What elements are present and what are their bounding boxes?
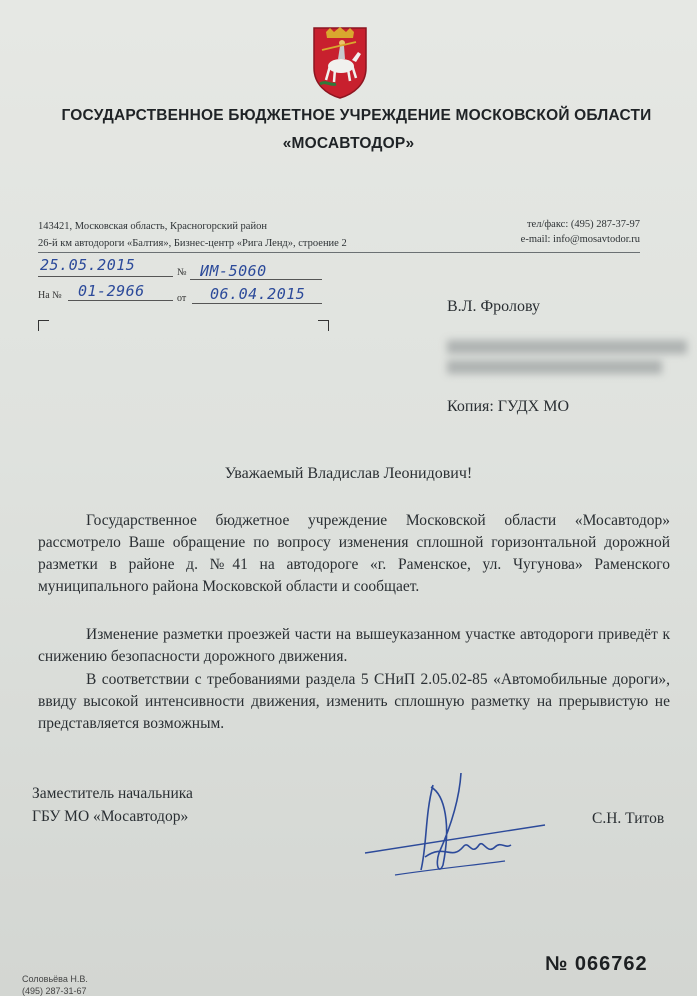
date-underline — [38, 276, 173, 277]
header-divider — [38, 252, 640, 253]
redacted-address-line2 — [447, 360, 662, 374]
org-title-line1: ГОСУДАРСТВЕННОЕ БЮДЖЕТНОЕ УЧРЕЖДЕНИЕ МОСКОВСКОЙ ОБЛАСТИ — [61, 107, 652, 124]
handwritten-signature — [355, 765, 555, 885]
executor-name: Соловьёва Н.В. — [22, 974, 88, 984]
copy-to: Копия: ГУДХ МО — [447, 398, 570, 415]
signer-name: С.Н. Титов — [592, 810, 665, 827]
phone-fax: тел/факс: (495) 287-37-97 — [526, 219, 640, 230]
reply-to-number: 01-2966 — [78, 282, 145, 300]
greeting: Уважаемый Владислав Леонидович! — [224, 465, 473, 482]
registration-date: 25.05.2015 — [40, 256, 136, 274]
address-block-corner-left — [38, 320, 49, 331]
recipient-name: В.Л. Фролову — [447, 298, 540, 315]
body-paragraph-3: В соответствии с требованиями раздела 5 СНиП 2.05.02-85 «Автомобильные дороги», ввиду высокой интенсивности движения, изменить сплошную разметку на прерывистую не представляется возможным. — [38, 671, 670, 732]
number-sign: № — [177, 267, 187, 278]
executor-phone: (495) 287-31-67 — [22, 986, 87, 996]
from-label: от — [177, 293, 187, 304]
form-serial-number: № 066762 — [545, 953, 648, 975]
reply-number-underline — [68, 300, 173, 301]
signer-position-line1: Заместитель начальника — [32, 785, 193, 802]
reply-to-date: 06.04.2015 — [210, 285, 306, 303]
reply-date-underline — [192, 303, 322, 304]
body-paragraph-1: Государственное бюджетное учреждение Московской области «Мосавтодор» рассмотрело Ваше обращение по вопросу изменения сплошной горизонтальной дорожной разметки в районе д. №41 на автодороге «г. Раменское, ул. Чугунова» Раменского муниципального района Московской области и сообщает. — [38, 512, 670, 595]
address-line2: 26-й км автодороги «Балтия», Бизнес-центр «Рига Ленд», строение 2 — [38, 238, 347, 249]
email: e-mail: info@mosavtodor.ru — [520, 234, 640, 245]
address-block-corner-right — [318, 320, 329, 331]
signer-position-line2: ГБУ МО «Мосавтодор» — [32, 808, 189, 825]
number-underline — [190, 279, 322, 280]
org-title-line2: «МОСАВТОДОР» — [282, 135, 415, 152]
moscow-oblast-coat-of-arms-icon — [308, 24, 372, 100]
address-line1: 143421, Московская область, Красногорский район — [38, 221, 267, 232]
redacted-address-line1 — [447, 340, 687, 354]
reply-to-label: На № — [38, 290, 62, 301]
registration-number: ИМ-5060 — [200, 262, 267, 280]
body-paragraph-2: Изменение разметки проезжей части на вышеуказанном участке автодороги приведёт к снижению безопасности дорожного движения. — [38, 626, 670, 665]
